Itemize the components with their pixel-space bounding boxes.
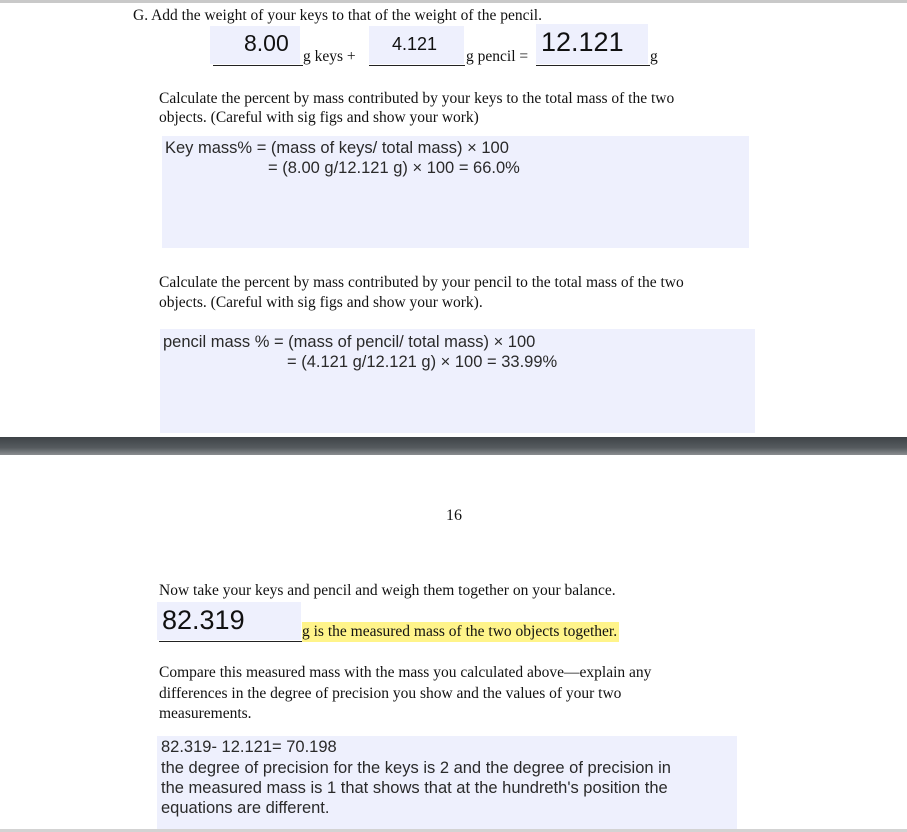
pencil-mass-value: 4.121 (392, 34, 438, 54)
total-mass-value: 12.121 (541, 27, 624, 57)
compare-prompt-line1: Compare this measured mass with the mass you calculated above—explain any (159, 664, 652, 681)
section-g-heading: G. Add the weight of your keys to that of the weight of the pencil. (133, 7, 542, 24)
keys-percent-answer-line2: = (8.00 g/12.121 g) × 100 = 66.0% (268, 159, 520, 177)
compare-prompt-line3: measurements. (159, 705, 252, 722)
compare-answer-line4: equations are different. (161, 799, 330, 817)
keys-underline (213, 65, 303, 66)
compare-answer-line1: 82.319- 12.121= 70.198 (161, 738, 337, 756)
pencil-unit-label: g pencil = (466, 48, 529, 65)
pencil-underline (369, 65, 465, 66)
measured-underline (159, 641, 302, 642)
total-underline (536, 65, 650, 66)
pencil-percent-prompt-line2: objects. (Careful with sig figs and show your work). (159, 294, 483, 311)
keys-percent-answer-line1: Key mass% = (mass of keys/ total mass) × 100 (165, 139, 509, 157)
measured-mass-value: 82.319 (162, 605, 245, 635)
measured-suffix: g is the measured mass of the two objects together. (302, 623, 618, 640)
pencil-percent-answer-line1: pencil mass % = (mass of pencil/ total mass) × 100 (163, 333, 536, 351)
compare-answer-line2: the degree of precision for the keys is 2 and the degree of precision in (161, 759, 671, 777)
keys-mass-value: 8.00 (244, 30, 289, 56)
measured-prompt: Now take your keys and pencil and weigh them together on your balance. (159, 582, 616, 599)
pencil-percent-answer-line2: = (4.121 g/12.121 g) × 100 = 33.99% (287, 353, 558, 371)
total-unit-label: g (650, 48, 658, 65)
keys-percent-prompt-line1: Calculate the percent by mass contributed by your keys to the total mass of the two (159, 90, 675, 107)
keys-unit-label: g keys + (303, 48, 356, 65)
page-break (0, 437, 907, 455)
pencil-percent-prompt-line1: Calculate the percent by mass contributed by your pencil to the total mass of the two (159, 274, 684, 291)
compare-prompt-line2: differences in the degree of precision you show and the values of your two (159, 685, 622, 702)
page-top-edge (0, 0, 907, 3)
keys-percent-prompt-line2: objects. (Careful with sig figs and show your work) (159, 109, 479, 126)
page-number: 16 (446, 507, 462, 524)
compare-answer-line3: the measured mass is 1 that shows that at the hundreth's position the (161, 779, 668, 797)
